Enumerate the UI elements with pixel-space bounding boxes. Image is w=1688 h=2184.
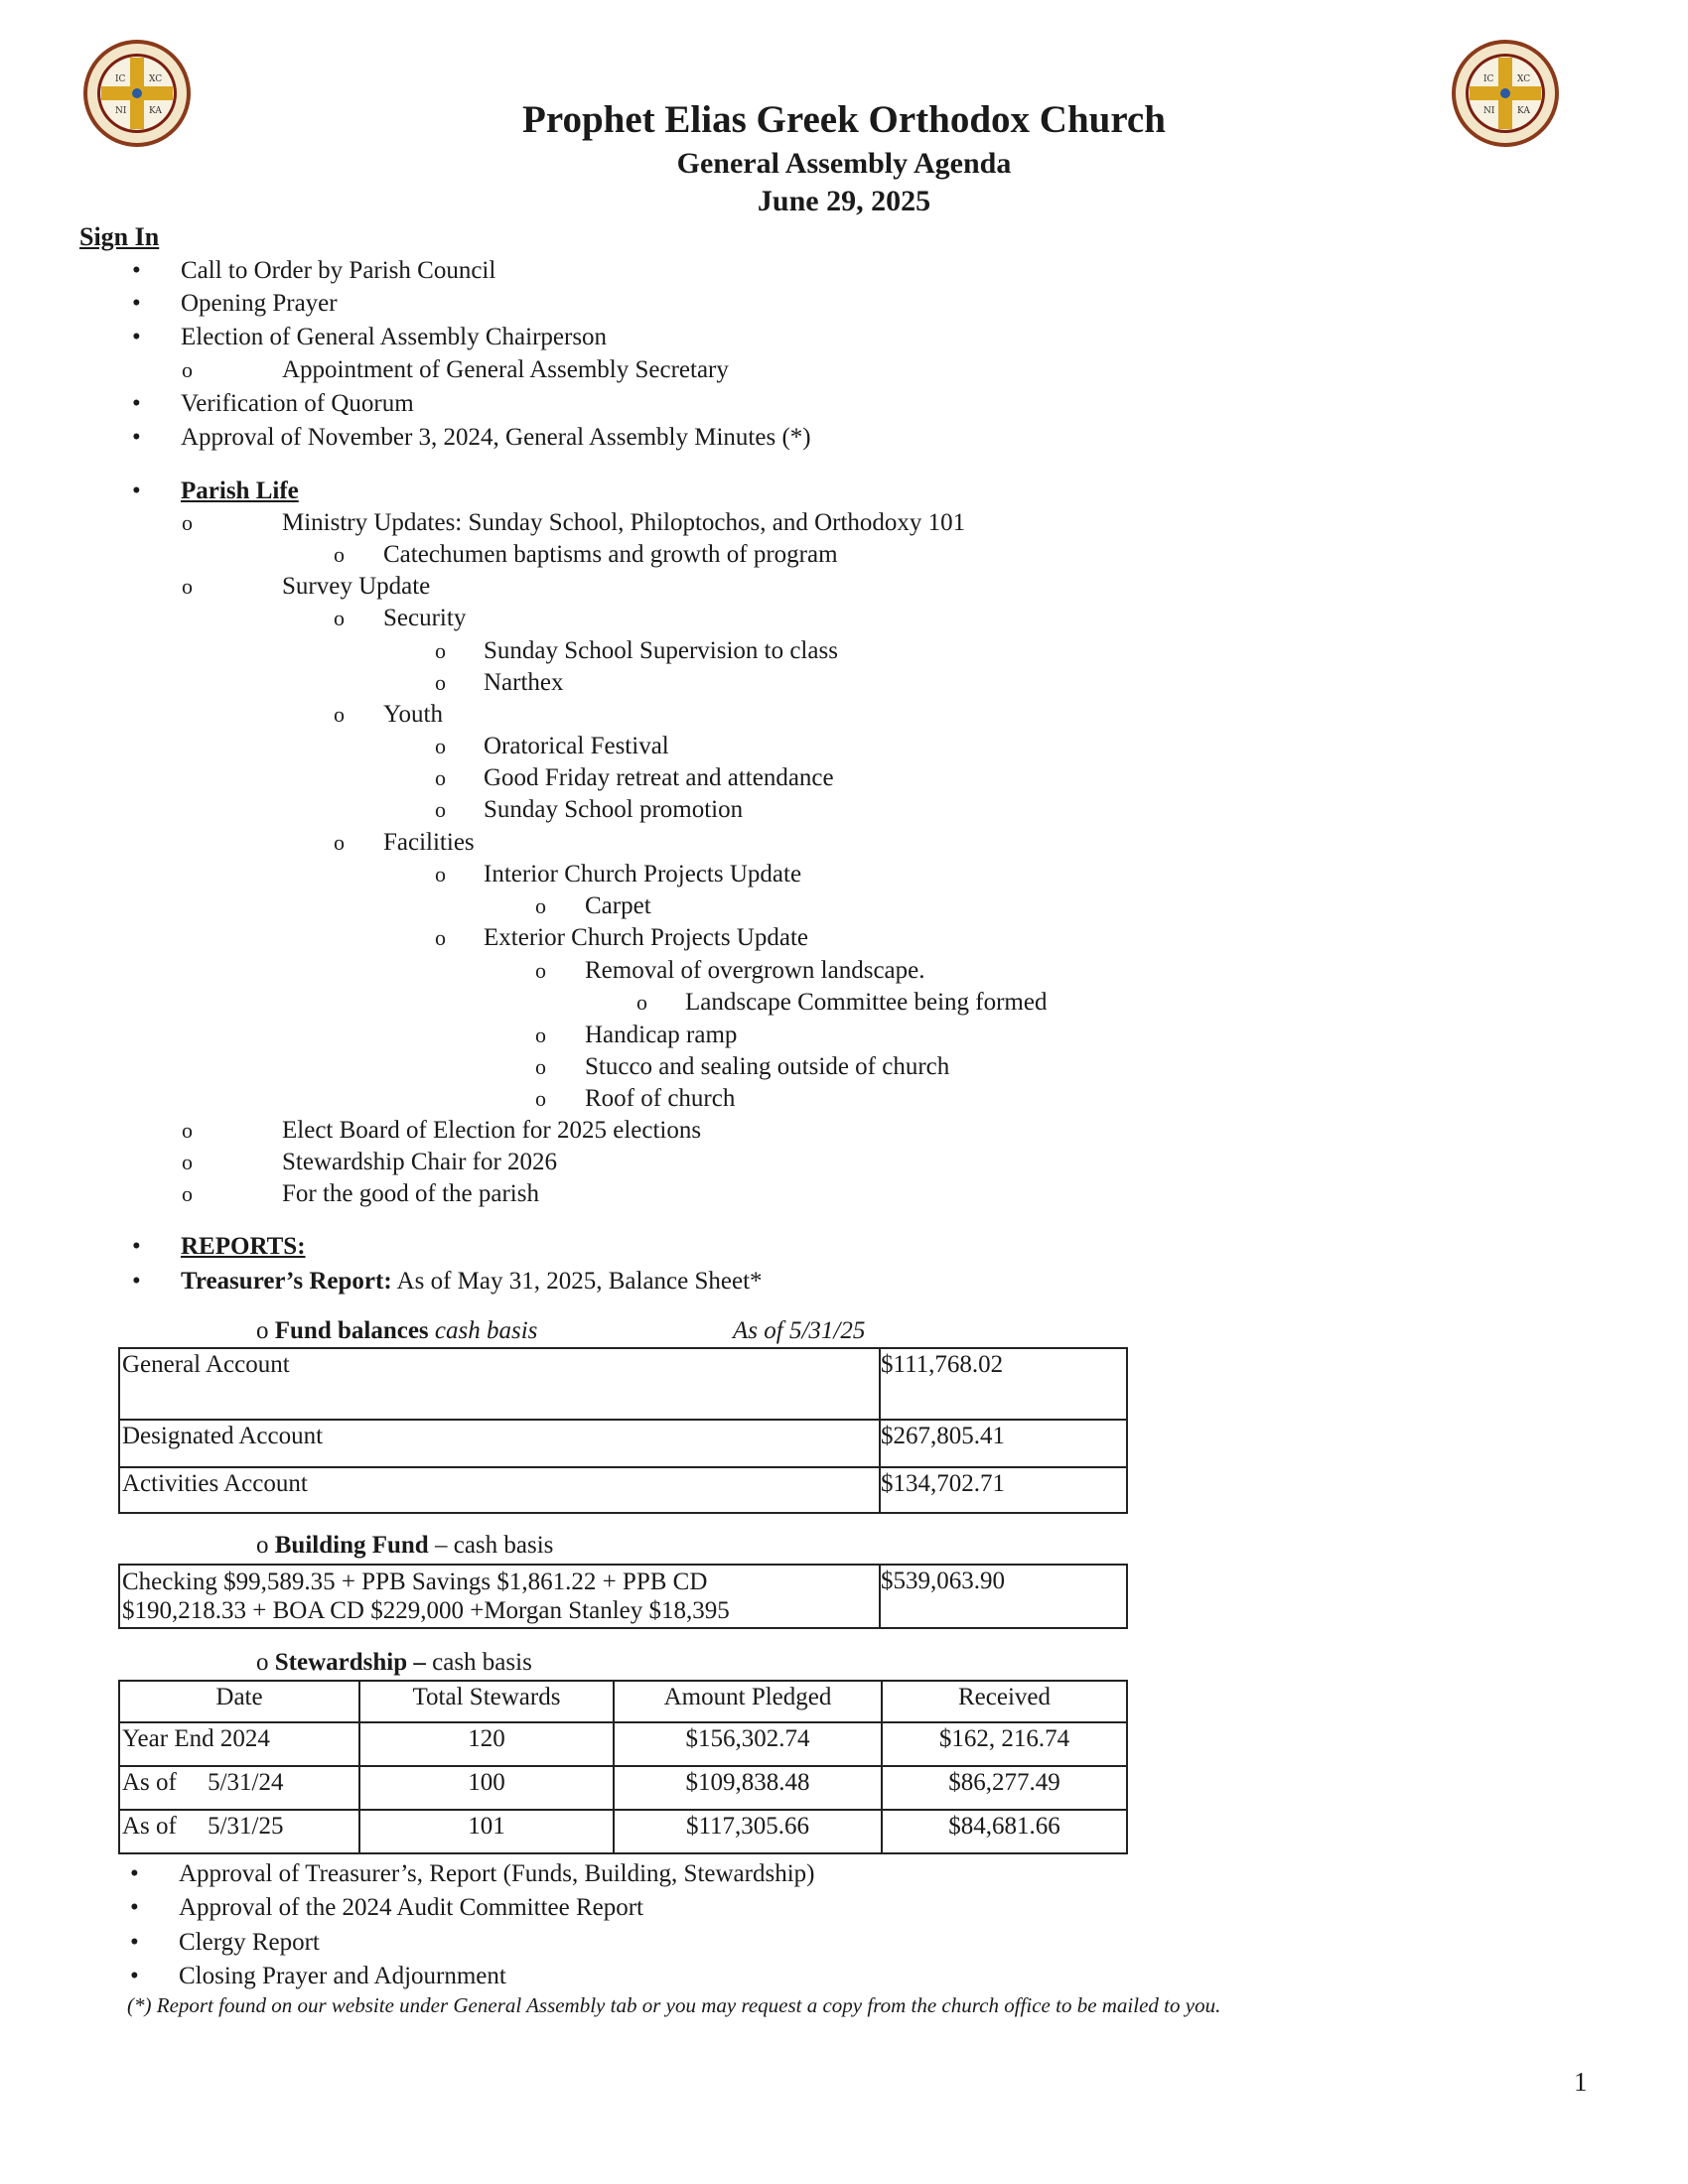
table-cell: 120 [359,1722,614,1766]
parish-life-item: Stewardship Chair for 2026 [282,1149,558,1175]
circle-marker: o [334,830,345,855]
agenda-item: Approval of November 3, 2024, General Assembly Minutes (*) [181,424,811,451]
parish-life-item: Removal of overgrown landscape. [585,957,925,984]
parish-life-item: Survey Update [282,573,431,600]
fund-balances-caption [256,1316,537,1346]
circle-marker: o [435,638,446,663]
circle-marker: o [256,1532,275,1559]
bullet-marker: • [130,1894,139,1921]
table-row [119,1420,1127,1467]
sign-in-heading: Sign In [79,222,160,251]
circle-marker: o [535,958,546,983]
document-date: June 29, 2025 [757,185,931,217]
parish-life-item: Stucco and sealing outside of church [585,1053,950,1080]
parish-life-item: For the good of the parish [282,1180,539,1207]
table-row [119,1565,1127,1628]
table-cell: Year End 2024 [119,1722,359,1766]
circle-marker: o [182,357,193,382]
column-header: Amount Pledged [614,1681,882,1722]
parish-life-item: Ministry Updates: Sunday School, Philoptochos, and Orthodoxy 101 [282,509,966,536]
parish-life-item: Interior Church Projects Update [484,861,802,887]
parish-life-item: Good Friday retreat and attendance [484,764,834,791]
parish-life-item: Narthex [484,669,564,696]
parish-life-item: Youth [383,701,443,728]
bullet-marker: • [132,478,141,504]
building-fund-basis: – cash basis [428,1532,554,1559]
building-fund-caption [256,1531,553,1561]
bullet-marker: • [132,1268,141,1295]
building-fund-breakdown [119,1565,880,1628]
agenda-item: Clergy Report [179,1929,320,1956]
parish-life-item: Landscape Committee being formed [685,989,1048,1016]
stewardship-basis: cash basis [425,1649,532,1676]
reports-heading: REPORTS: [181,1233,306,1260]
seal-text-ic: IC [115,74,126,84]
parish-life-item: Security [383,605,467,631]
seal-text-ka: KA [1517,106,1530,116]
table-cell: $162, 216.74 [882,1722,1127,1766]
document-subtitle: General Assembly Agenda [676,147,1012,180]
table-header-row [119,1681,1127,1722]
bullet-marker: • [130,1929,139,1956]
agenda-item: Opening Prayer [181,290,338,317]
bullet-marker: • [130,1963,139,1989]
circle-marker: o [334,606,345,630]
circle-marker: o [435,670,446,695]
bullet-marker: • [132,424,141,451]
parish-life-heading: Parish Life [181,478,299,504]
table-row [119,1467,1127,1513]
circle-marker: o [636,990,647,1015]
page-number: 1 [1574,2067,1588,2097]
footnote: (*) Report found on our website under General Assembly tab or you may request a copy from the church office to be mailed to you. [127,1993,1221,2017]
circle-marker: o [256,1649,275,1676]
seal-text-xc: XC [149,74,163,84]
account-name: Designated Account [119,1420,880,1467]
parish-life-item: Sunday School promotion [484,796,744,823]
account-name: Activities Account [119,1467,880,1513]
bullet-marker: • [132,257,141,284]
circle-marker: o [435,797,446,822]
account-amount: $111,768.02 [880,1348,1127,1420]
table-row [119,1348,1127,1420]
circle-marker: o [256,1317,275,1344]
parish-life-item: Carpet [585,892,651,919]
parish-life-item: Facilities [383,829,475,856]
circle-marker: o [535,893,546,918]
circle-marker: o [182,510,193,535]
table-cell: $117,305.66 [614,1810,882,1853]
parish-life-item: Exterior Church Projects Update [484,924,808,951]
parish-life-item: Roof of church [585,1085,736,1112]
building-fund-amount: $539,063.90 [880,1565,1127,1628]
fund-balances-as-of: As of 5/31/25 [733,1317,866,1344]
circle-marker: o [535,1086,546,1111]
seal-text-ni: NI [115,106,127,116]
table-row [119,1722,1127,1766]
table-cell: $109,838.48 [614,1766,882,1810]
table-cell: $156,302.74 [614,1722,882,1766]
building-fund-label: Building Fund [274,1532,429,1559]
agenda-item: Approval of the 2024 Audit Committee Report [179,1894,643,1921]
treasurer-report-item [181,1267,763,1297]
agenda-item: Call to Order by Parish Council [181,257,496,284]
building-fund-line: Checking $99,589.35 + PPB Savings $1,861.22 + PPB CD [122,1569,708,1595]
table-cell: $86,277.49 [882,1766,1127,1810]
stewardship-label: Stewardship – [274,1649,426,1676]
column-header: Date [119,1681,359,1722]
bullet-marker: • [132,390,141,417]
parish-life-item: Oratorical Festival [484,733,669,759]
stewardship-table [118,1680,1128,1854]
circle-marker: o [334,542,345,567]
account-amount: $134,702.71 [880,1467,1127,1513]
circle-marker: o [535,1054,546,1079]
agenda-item: Election of General Assembly Chairperson [181,324,608,350]
parish-life-item: Sunday School Supervision to class [484,637,838,664]
parish-life-item: Catechumen baptisms and growth of program [383,541,838,568]
circle-marker: o [535,1023,546,1047]
circle-marker: o [435,765,446,790]
treasurer-report-label: Treasurer’s Report: [181,1268,392,1295]
circle-marker: o [182,574,193,599]
circle-marker: o [435,862,446,887]
seal-text-ni: NI [1483,106,1495,116]
fund-balances-label: Fund balances [274,1317,429,1344]
stewardship-caption [256,1648,532,1678]
table-cell: $84,681.66 [882,1810,1127,1853]
table-cell: As of 5/31/25 [119,1810,359,1853]
column-header: Received [882,1681,1127,1722]
bullet-marker: • [132,290,141,317]
account-name: General Account [119,1348,880,1420]
table-row [119,1766,1127,1810]
circle-marker: o [182,1118,193,1143]
document-title: Prophet Elias Greek Orthodox Church [522,98,1166,141]
circle-marker: o [435,925,446,950]
circle-marker: o [334,702,345,727]
account-amount: $267,805.41 [880,1420,1127,1467]
parish-life-item: Handicap ramp [585,1022,738,1048]
fund-balances-basis: cash basis [434,1317,538,1344]
table-cell: As of 5/31/24 [119,1766,359,1810]
seal-text-xc: XC [1517,74,1531,84]
table-cell: 100 [359,1766,614,1810]
bullet-marker: • [132,1233,141,1260]
treasurer-report-text: As of May 31, 2025, Balance Sheet* [391,1268,763,1295]
seal-text-ic: IC [1483,74,1494,84]
table-cell: 101 [359,1810,614,1853]
column-header: Total Stewards [359,1681,614,1722]
circle-marker: o [435,734,446,758]
circle-marker: o [182,1181,193,1206]
table-row [119,1810,1127,1853]
bullet-marker: • [130,1860,139,1887]
fund-balances-table [118,1347,1128,1514]
building-fund-line: $190,218.33 + BOA CD $229,000 +Morgan Stanley $18,395 [122,1597,730,1624]
parish-life-item: Elect Board of Election for 2025 elections [282,1117,702,1144]
building-fund-table [118,1564,1128,1629]
seal-text-ka: KA [149,106,162,116]
agenda-item: Verification of Quorum [181,390,414,417]
agenda-item: Approval of Treasurer’s, Report (Funds, Building, Stewardship) [179,1860,815,1887]
circle-marker: o [182,1150,193,1174]
agenda-item: Closing Prayer and Adjournment [179,1963,506,1989]
bullet-marker: • [132,324,141,350]
agenda-subitem: Appointment of General Assembly Secretary [282,356,729,383]
